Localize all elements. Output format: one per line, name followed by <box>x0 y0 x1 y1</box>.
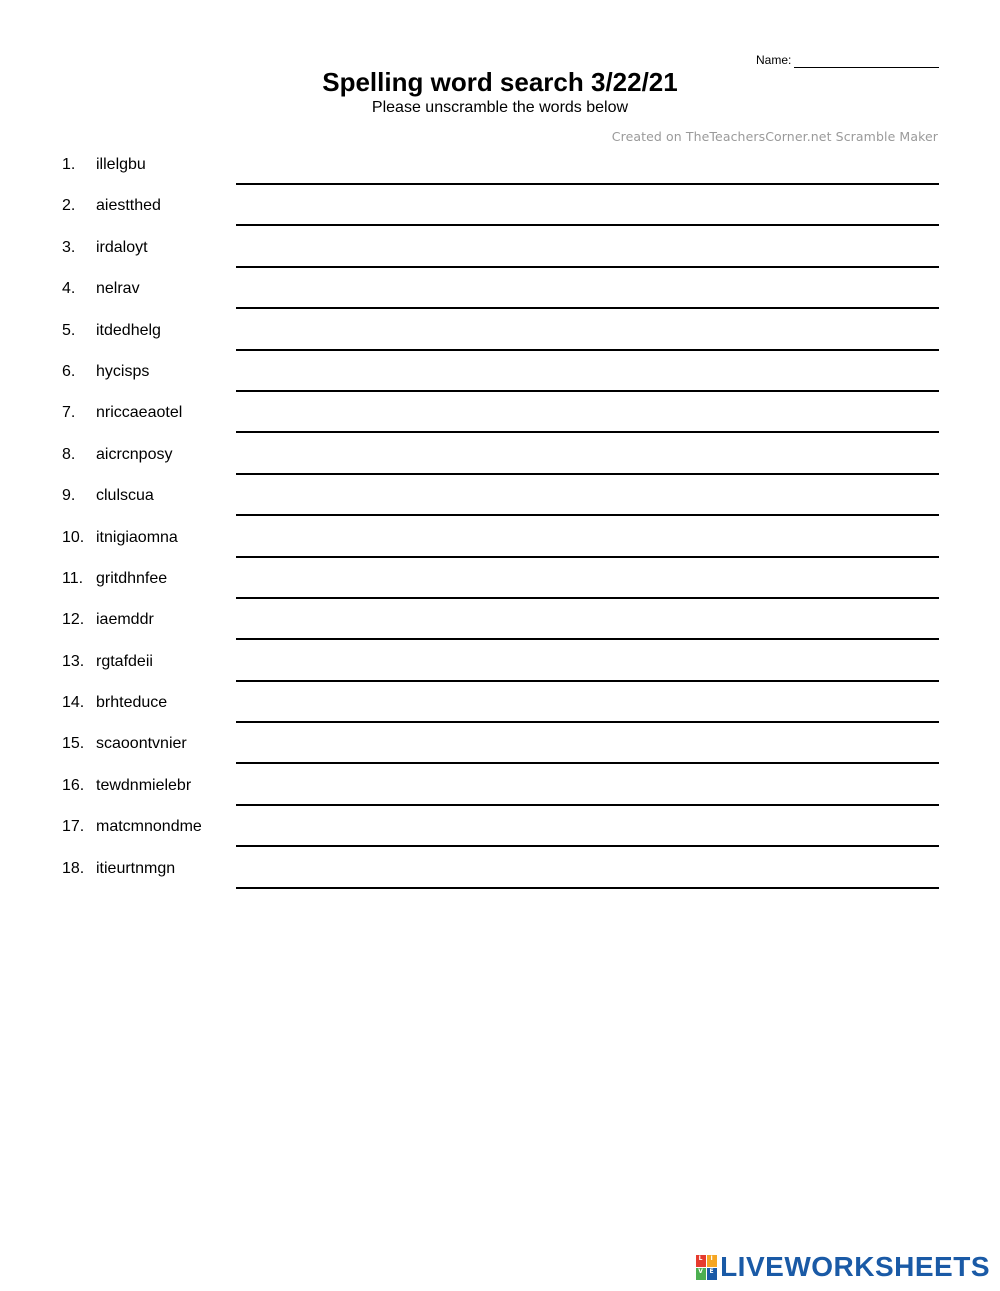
word-number: 9. <box>62 487 76 505</box>
scrambled-word: itnigiaomna <box>96 528 178 546</box>
word-row <box>0 849 1000 890</box>
word-number: 15. <box>62 735 85 753</box>
answer-line[interactable] <box>236 266 939 268</box>
answer-line[interactable] <box>236 183 939 185</box>
scrambled-word: iaemddr <box>96 611 154 629</box>
word-number: 2. <box>62 197 76 215</box>
answer-line[interactable] <box>236 597 939 599</box>
word-number: 11. <box>62 569 84 587</box>
logo-letter: L <box>696 1255 706 1267</box>
answer-line[interactable] <box>236 887 939 889</box>
scrambled-word: hycisps <box>96 362 150 380</box>
answer-line[interactable] <box>236 473 939 475</box>
word-number: 7. <box>62 404 76 422</box>
word-number: 13. <box>62 652 85 670</box>
answer-line[interactable] <box>236 431 939 433</box>
scrambled-word: nriccaeaotel <box>96 404 183 422</box>
word-row <box>0 311 1000 352</box>
answer-line[interactable] <box>236 762 939 764</box>
word-row <box>0 642 1000 683</box>
answer-line[interactable] <box>236 680 939 682</box>
word-row <box>0 186 1000 227</box>
answer-line[interactable] <box>236 845 939 847</box>
word-row <box>0 683 1000 724</box>
word-number: 4. <box>62 280 76 298</box>
word-row <box>0 559 1000 600</box>
answer-line[interactable] <box>236 804 939 806</box>
scrambled-word: nelrav <box>96 280 140 298</box>
word-row <box>0 435 1000 476</box>
word-number: 17. <box>62 818 85 836</box>
page-subtitle: Please unscramble the words below <box>371 99 629 116</box>
word-row <box>0 766 1000 807</box>
scrambled-word: tewdnmielebr <box>96 776 192 794</box>
word-number: 18. <box>62 859 85 877</box>
answer-line[interactable] <box>236 514 939 516</box>
scrambled-word: matcmnondme <box>96 818 202 836</box>
liveworksheets-logo-icon <box>695 1254 717 1280</box>
logo-wordmark: LIVEWORKSHEETS <box>720 1251 990 1282</box>
word-number: 3. <box>62 238 76 256</box>
word-row <box>0 393 1000 434</box>
word-number: 8. <box>62 445 76 463</box>
word-number: 1. <box>62 156 76 173</box>
word-number: 16. <box>62 776 85 794</box>
word-number: 14. <box>62 694 85 712</box>
answer-line[interactable] <box>236 307 939 309</box>
name-label: Name: <box>756 53 792 67</box>
credit-text: Created on TheTeachersCorner.net Scramble Maker <box>611 129 938 144</box>
answer-line[interactable] <box>236 721 939 723</box>
logo-letter: I <box>707 1255 717 1267</box>
scrambled-word-list <box>0 145 1000 890</box>
word-row <box>0 352 1000 393</box>
answer-line[interactable] <box>236 224 939 226</box>
word-row <box>0 228 1000 269</box>
word-row <box>0 807 1000 848</box>
scrambled-word: aicrcnposy <box>96 445 173 463</box>
scrambled-word: gritdhnfee <box>96 569 168 587</box>
scrambled-word: itieurtnmgn <box>96 859 176 877</box>
word-number: 10. <box>62 528 85 546</box>
word-row <box>0 476 1000 517</box>
word-row <box>0 145 1000 186</box>
scrambled-word: illelgbu <box>96 156 146 173</box>
scrambled-word: itdedhelg <box>96 321 161 339</box>
word-row <box>0 518 1000 559</box>
scrambled-word: rgtafdeii <box>96 652 153 670</box>
scrambled-word: aiestthed <box>96 197 161 215</box>
scrambled-word: clulscua <box>96 487 154 505</box>
answer-line[interactable] <box>236 556 939 558</box>
answer-line[interactable] <box>236 638 939 640</box>
page-title: Spelling word search 3/22/21 <box>322 67 678 97</box>
logo-letter: E <box>707 1268 717 1280</box>
word-number: 6. <box>62 362 76 380</box>
logo-letter: V <box>696 1268 706 1280</box>
word-row <box>0 600 1000 641</box>
answer-line[interactable] <box>236 390 939 392</box>
liveworksheets-logo <box>695 1253 990 1281</box>
word-number: 5. <box>62 321 76 339</box>
word-row <box>0 724 1000 765</box>
word-row <box>0 269 1000 310</box>
scrambled-word: brhteduce <box>96 694 168 712</box>
answer-line[interactable] <box>236 349 939 351</box>
scrambled-word: irdaloyt <box>96 238 148 256</box>
word-number: 12. <box>62 611 85 629</box>
scrambled-word: scaoontvnier <box>96 735 187 753</box>
